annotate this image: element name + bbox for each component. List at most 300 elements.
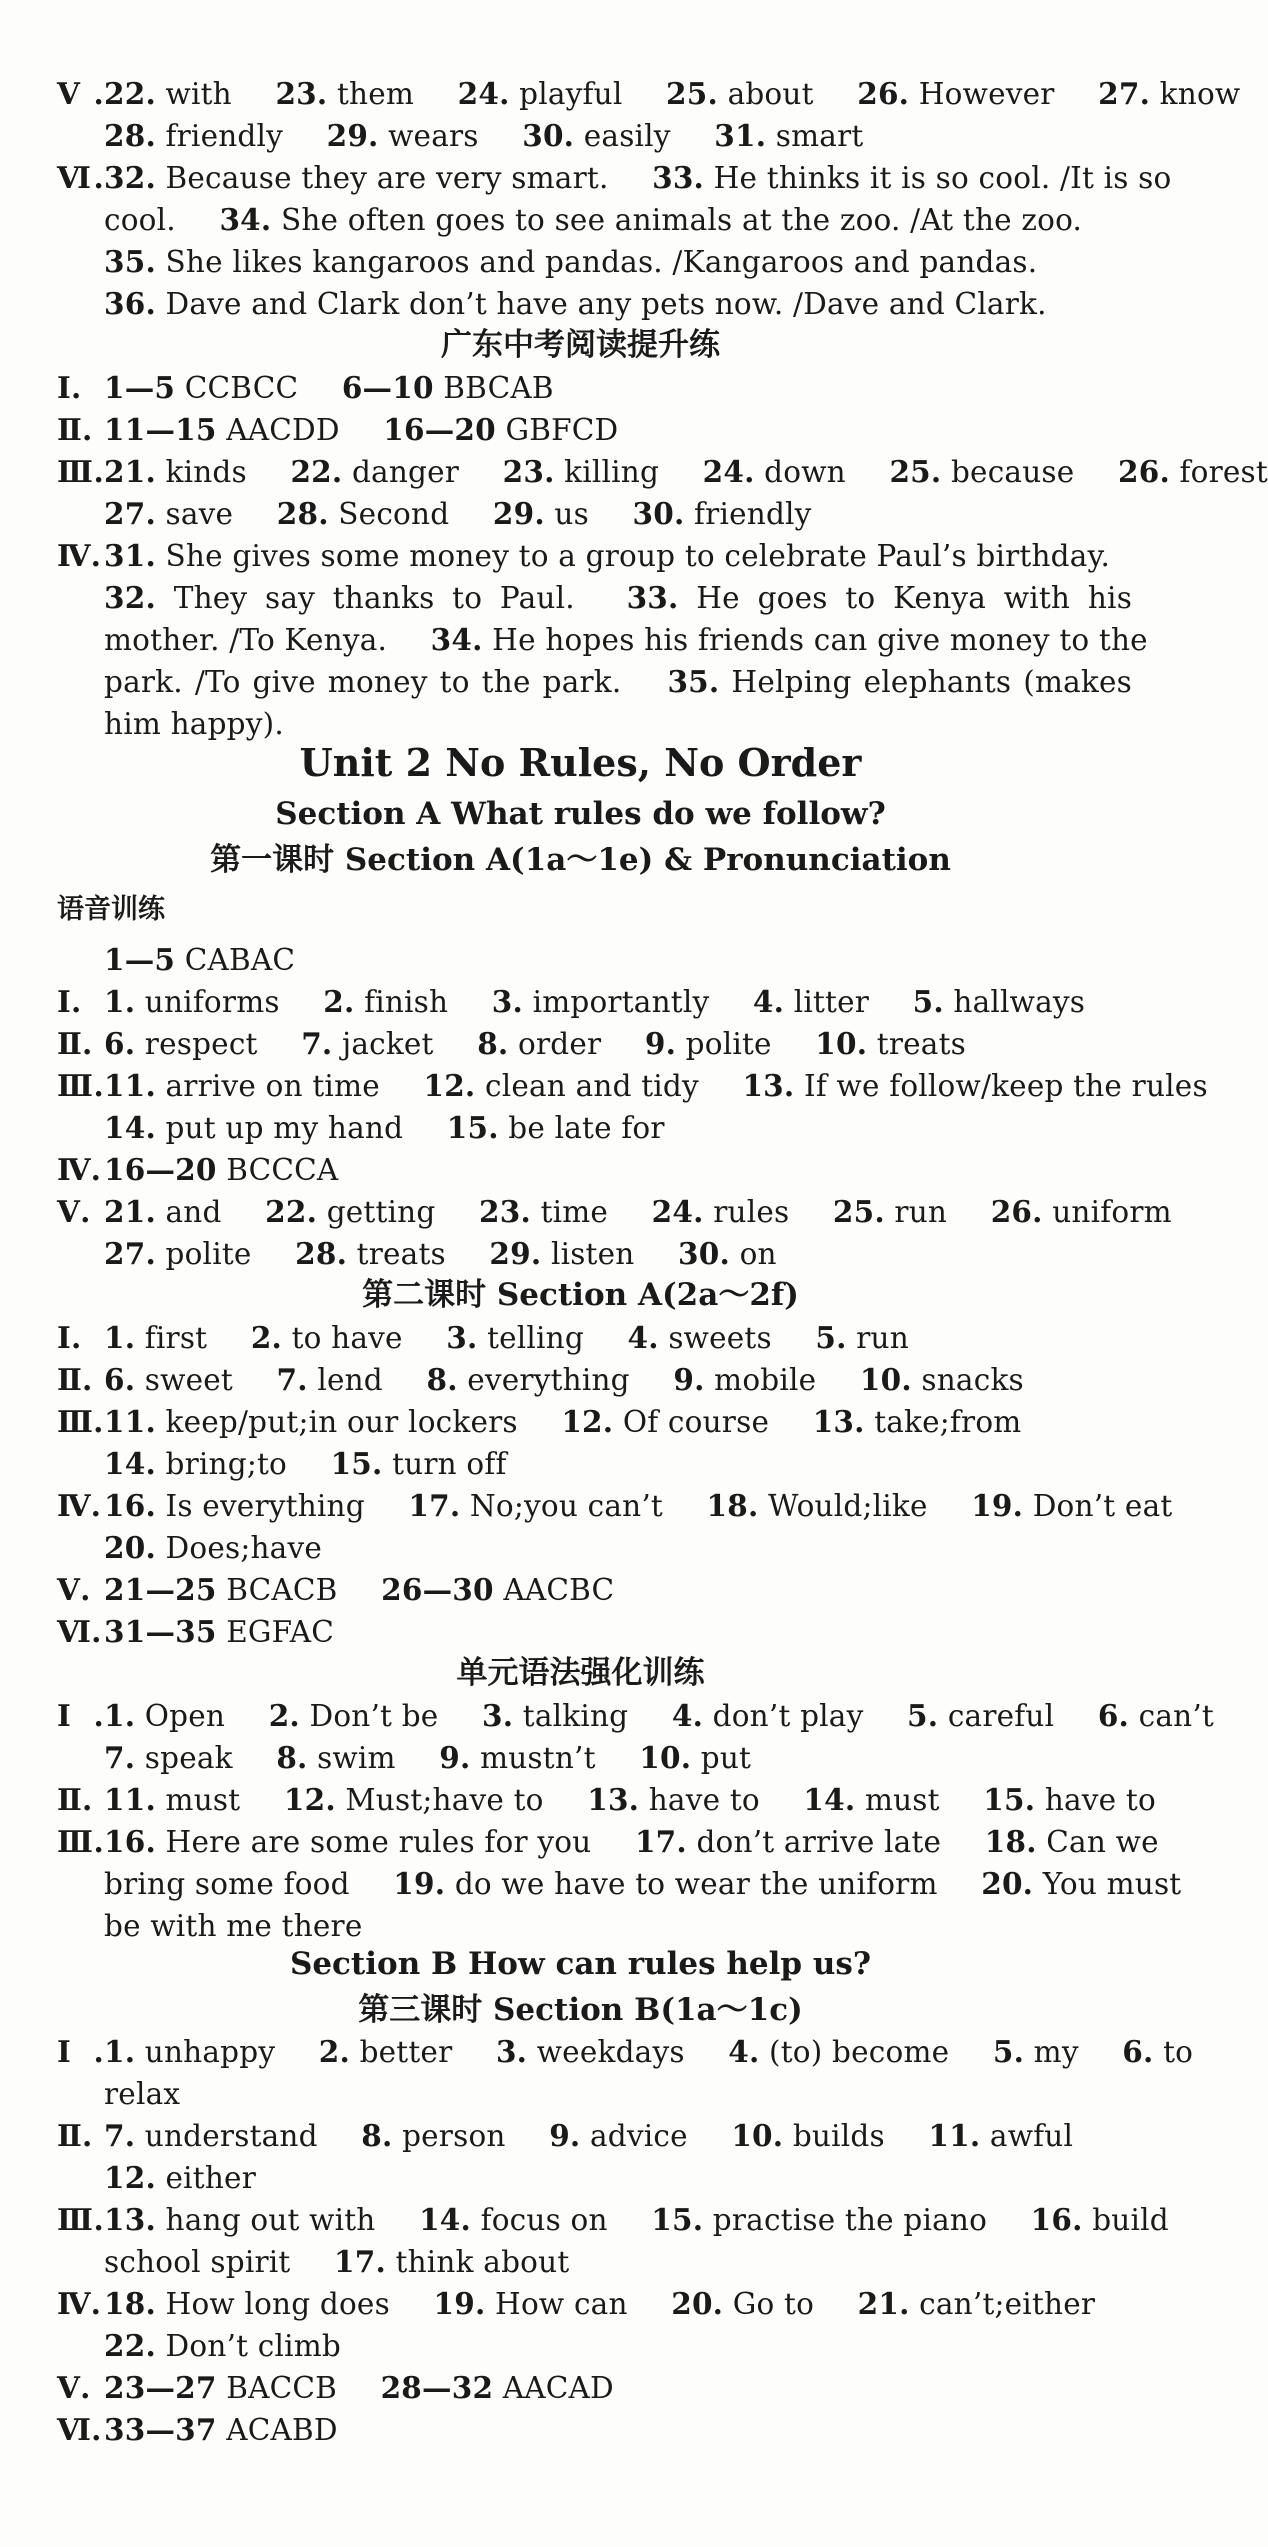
answer-text: BBCAB: [443, 371, 554, 405]
answer-line: [57, 535, 1132, 577]
answer-item: [104, 1195, 222, 1229]
answer-text: friendly: [165, 119, 284, 153]
answer-line: [57, 1695, 1214, 1737]
answer-item: [104, 497, 233, 531]
answer-item: [334, 2245, 569, 2279]
answer-item: [104, 1153, 338, 1187]
question-number: 25.: [666, 76, 718, 111]
answer-text: must: [165, 1783, 241, 1817]
answer-item: [104, 1237, 252, 1271]
answer-text: hallways: [953, 985, 1086, 1019]
exercise-numeral: Ⅱ.: [57, 1362, 93, 1397]
question-number: 16—20: [383, 412, 496, 447]
answer-line: [104, 1443, 1132, 1485]
answer-line: [57, 1779, 1156, 1821]
answer-item: [104, 1615, 334, 1649]
answer-item: [587, 1783, 760, 1817]
answer-line: [57, 1359, 1132, 1401]
answer-text: park. /To give money to the park.: [104, 665, 622, 699]
question-number: 34.: [219, 202, 272, 237]
answer-text: because: [950, 455, 1075, 489]
answer-text: telling: [487, 1321, 584, 1355]
answer-text: don’t play: [712, 1699, 864, 1733]
answer-item: [295, 1237, 446, 1271]
answer-text: save: [165, 497, 234, 531]
question-number: 32.: [104, 580, 156, 615]
answer-item: [889, 455, 1074, 489]
answer-item: [104, 1111, 403, 1145]
question-number: 31—35: [104, 1614, 217, 1649]
answer-item: [104, 1027, 258, 1061]
answer-text: speak: [144, 1741, 233, 1775]
answer-item: [489, 1237, 634, 1271]
answer-item: [673, 1363, 816, 1397]
answer-item: [104, 1825, 591, 1859]
answer-text: Second: [338, 497, 450, 531]
answer-text: BCACB: [226, 1573, 338, 1607]
answer-text: getting: [326, 1195, 436, 1229]
question-number: 11.: [104, 1068, 156, 1103]
answer-item: [479, 1195, 608, 1229]
question-number: 7.: [301, 1026, 333, 1061]
answer-line: [57, 939, 1132, 981]
question-number: 5.: [815, 1320, 847, 1355]
answer-item: [1098, 1699, 1214, 1733]
answer-text: lend: [317, 1363, 383, 1397]
exercise-numeral: Ⅱ.: [57, 1026, 93, 1061]
question-number: 14.: [104, 1110, 156, 1145]
answer-text: awful: [989, 2119, 1074, 2153]
answer-item: [104, 1573, 338, 1607]
answer-text: with: [165, 77, 232, 111]
answer-text: finish: [364, 985, 449, 1019]
question-number: 6.: [1097, 1698, 1130, 1733]
question-number: 25.: [889, 454, 942, 489]
answer-item: [219, 203, 1082, 237]
answer-item: [1122, 2035, 1193, 2069]
answer-text: know: [1159, 77, 1241, 111]
answer-text: Dave and Clark don’t have any pets now. /Dave and Clark.: [165, 287, 1047, 321]
answer-text: CABAC: [184, 943, 296, 977]
answer-text: treats: [356, 1237, 446, 1271]
answer-line: [57, 1485, 1173, 1527]
answer-item: [419, 2203, 608, 2237]
answer-item: [290, 455, 459, 489]
answer-text: playful: [519, 77, 623, 111]
exercise-numeral: Ⅳ.: [57, 1488, 102, 1523]
answer-item: [431, 623, 1148, 657]
answer-item: [707, 1489, 928, 1523]
answer-item: [104, 413, 340, 447]
question-number: 30.: [678, 1236, 730, 1271]
answer-item: [104, 707, 284, 741]
question-number: 20.: [104, 1530, 156, 1565]
answer-text: keep/put;in our lockers: [165, 1405, 518, 1439]
question-number: 1.: [104, 2034, 136, 2069]
answer-item: [104, 1363, 233, 1397]
answer-item: [858, 2287, 1096, 2321]
answer-item: [753, 985, 869, 1019]
answer-item: [913, 985, 1085, 1019]
answer-text: Can we: [1046, 1825, 1159, 1859]
answer-text: order: [517, 1027, 602, 1061]
answer-text: snacks: [921, 1363, 1024, 1397]
answer-text: to: [1163, 2035, 1194, 2069]
answer-line: [57, 157, 1172, 199]
question-number: 1.: [104, 1698, 136, 1733]
answer-line: [57, 2115, 1132, 2157]
answer-text: turn off: [392, 1447, 507, 1481]
question-number: 22.: [104, 2328, 156, 2363]
answer-text: No;you can’t: [469, 1489, 663, 1523]
answer-text: mustn’t: [480, 1741, 596, 1775]
answer-line: [57, 1611, 1132, 1653]
answer-line: [104, 1527, 1132, 1569]
question-number: 21.: [104, 454, 156, 489]
answer-text: BACCB: [226, 2371, 337, 2405]
answer-text: don’t arrive late: [696, 1825, 942, 1859]
answer-item: [361, 2119, 505, 2153]
question-number: 5.: [912, 984, 944, 1019]
exercise-numeral: Ⅰ.: [57, 984, 82, 1019]
answer-line: [104, 2157, 1132, 2199]
answer-text: importantly: [532, 985, 710, 1019]
answer-text: can’t: [1138, 1699, 1214, 1733]
answer-item: [104, 77, 232, 111]
question-number: 29.: [492, 496, 545, 531]
answer-text: Is everything: [165, 1489, 365, 1523]
answer-text: AACAD: [502, 2371, 614, 2405]
question-number: 7.: [104, 1740, 136, 1775]
answer-item: [496, 2035, 685, 2069]
question-number: 20.: [671, 2286, 724, 2321]
question-number: 17.: [334, 2244, 386, 2279]
answer-text: everything: [467, 1363, 630, 1397]
answer-text: on: [739, 1237, 777, 1271]
question-number: 16.: [104, 1824, 156, 1859]
answer-line: [57, 1569, 1132, 1611]
question-number: 4.: [627, 1320, 659, 1355]
answer-item: [104, 1531, 322, 1565]
answer-line: [57, 2283, 1132, 2325]
answer-text: polite: [685, 1027, 772, 1061]
answer-item: [446, 1321, 584, 1355]
answer-line: [57, 409, 1132, 451]
exercise-numeral: Ⅲ.: [57, 1068, 104, 1103]
question-number: 27.: [104, 1236, 156, 1271]
question-number: 24.: [457, 76, 510, 111]
exercise-numeral: Ⅳ.: [57, 1152, 102, 1187]
exercise-numeral: Ⅰ.: [57, 370, 82, 405]
answer-item: [857, 77, 1054, 111]
answer-item: [104, 2161, 256, 2195]
question-number: 12.: [423, 1068, 476, 1103]
answer-text: sweet: [144, 1363, 233, 1397]
answer-text: If we follow/keep the rules: [803, 1069, 1208, 1103]
question-number: 5.: [992, 2034, 1025, 2069]
answer-line: [104, 1863, 1182, 1905]
answer-item: [104, 2245, 290, 2279]
question-number: 16.: [104, 1488, 156, 1523]
answer-text: respect: [144, 1027, 258, 1061]
answer-item: [439, 1741, 595, 1775]
question-number: 22.: [265, 1194, 318, 1229]
answer-item: [833, 1195, 947, 1229]
answer-text: She likes kangaroos and pandas. /Kangaroos and pandas.: [165, 245, 1038, 279]
answer-item: [104, 2329, 341, 2363]
answer-item: [803, 1783, 939, 1817]
answer-text: and: [165, 1195, 222, 1229]
answer-item: [104, 623, 387, 657]
question-number: 1—5: [104, 370, 176, 405]
question-number: 16.: [1030, 2202, 1083, 2237]
answer-item: [104, 2287, 390, 2321]
answer-text: weekdays: [536, 2035, 685, 2069]
answer-text: How can: [495, 2287, 628, 2321]
answer-item: [323, 985, 448, 1019]
answer-item: [928, 2119, 1073, 2153]
answer-text: killing: [564, 455, 660, 489]
answer-item: [639, 1741, 751, 1775]
answer-item: [426, 1363, 629, 1397]
answer-item: [549, 2119, 688, 2153]
answer-item: [277, 1363, 383, 1397]
answer-item: [104, 1447, 287, 1481]
answer-line: [104, 241, 1132, 283]
question-number: 21—25: [104, 1572, 217, 1607]
question-number: 31.: [104, 538, 156, 573]
question-number: 13.: [742, 1068, 795, 1103]
question-number: 15.: [330, 1446, 383, 1481]
question-number: 11.: [104, 1782, 156, 1817]
answer-text: uniform: [1052, 1195, 1172, 1229]
answer-text: uniforms: [144, 985, 280, 1019]
question-number: 18.: [104, 2286, 156, 2321]
answer-text: practise the piano: [712, 2203, 988, 2237]
answer-item: [458, 77, 623, 111]
answer-text: either: [165, 2161, 257, 2195]
answer-item: [275, 77, 414, 111]
answer-text: sweets: [668, 1321, 772, 1355]
answer-text: time: [540, 1195, 609, 1229]
answer-line: [104, 619, 1148, 661]
answer-line: [57, 981, 1132, 1023]
question-number: 6.: [1122, 2034, 1154, 2069]
answer-item: [104, 161, 609, 195]
answer-line: [57, 1191, 1172, 1233]
question-number: 10.: [731, 2118, 784, 2153]
answer-item: [104, 287, 1047, 321]
exercise-numeral: Ⅴ.: [57, 1194, 91, 1229]
answer-item: [728, 2035, 949, 2069]
answer-text: hang out with: [165, 2203, 376, 2237]
answer-text: Here are some rules for you: [165, 1825, 592, 1859]
answer-item: [383, 413, 618, 447]
answer-line: [57, 73, 1241, 115]
answer-text: However: [918, 77, 1055, 111]
answer-item: [104, 539, 1110, 573]
question-number: 28.: [295, 1236, 348, 1271]
question-number: 9.: [644, 1026, 677, 1061]
answer-item: [522, 119, 670, 153]
answer-text: talking: [522, 1699, 629, 1733]
answer-line: [104, 493, 1132, 535]
answer-item: [276, 1741, 395, 1775]
answer-text: to have: [291, 1321, 403, 1355]
answer-text: How long does: [165, 2287, 390, 2321]
question-number: 29.: [326, 118, 379, 153]
question-number: 10.: [639, 1740, 692, 1775]
answer-text: have to: [1044, 1783, 1156, 1817]
question-number: 14.: [803, 1782, 856, 1817]
answer-text: school spirit: [104, 2245, 291, 2279]
answer-text: person: [402, 2119, 506, 2153]
answer-item: [342, 371, 554, 405]
question-number: 1.: [104, 1320, 136, 1355]
answer-text: Helping elephants (makes: [731, 665, 1133, 699]
answer-line: [104, 2241, 1132, 2283]
answer-text: them: [336, 77, 415, 111]
exercise-numeral: Ⅳ.: [57, 538, 102, 573]
answer-text: arrive on time: [165, 1069, 380, 1103]
question-number: 31.: [714, 118, 767, 153]
exercise-numeral: Ⅴ.: [57, 2370, 91, 2405]
answer-item: [104, 1741, 233, 1775]
question-number: 7.: [276, 1362, 308, 1397]
answer-item: [993, 2035, 1079, 2069]
answer-text: put: [700, 1741, 752, 1775]
exercise-numeral: Ⅳ.: [57, 2286, 102, 2321]
question-number: 7.: [104, 2118, 136, 2153]
answer-item: [503, 455, 659, 489]
answer-text: treats: [876, 1027, 966, 1061]
question-number: 26—30: [381, 1572, 494, 1607]
answer-item: [813, 1405, 1022, 1439]
question-number: 2.: [268, 1698, 300, 1733]
answer-text: have to: [648, 1783, 760, 1817]
answer-text: forest: [1179, 455, 1268, 489]
answer-item: [627, 581, 1132, 615]
answer-line: [57, 1065, 1208, 1107]
exercise-numeral: Ⅴ.: [57, 76, 104, 111]
answer-text: first: [144, 1321, 208, 1355]
answer-item: [981, 1867, 1181, 1901]
question-number: 28.: [104, 118, 156, 153]
answer-text: Must;have to: [345, 1783, 544, 1817]
answer-item: [393, 1867, 937, 1901]
answer-text: Does;have: [165, 1531, 322, 1565]
answer-text: unhappy: [144, 2035, 276, 2069]
question-number: 34.: [430, 622, 483, 657]
answer-item: [447, 1111, 665, 1145]
answer-item: [277, 497, 450, 531]
pronunciation-training-label: 语音训练: [57, 894, 165, 925]
question-number: 23.: [502, 454, 555, 489]
answer-item: [672, 1699, 864, 1733]
answer-text: swim: [317, 1741, 396, 1775]
answer-line: [57, 451, 1268, 493]
answer-text: wears: [388, 119, 479, 153]
answer-text: be late for: [508, 1111, 665, 1145]
answer-line: [57, 1401, 1132, 1443]
answer-line: [104, 1737, 1132, 1779]
answer-item: [104, 665, 621, 699]
exercise-numeral: Ⅵ.: [57, 160, 104, 195]
question-number: 4.: [728, 2034, 760, 2069]
answer-item: [492, 985, 710, 1019]
answer-item: [104, 203, 176, 237]
question-number: 26.: [857, 76, 910, 111]
answer-text: put up my hand: [165, 1111, 404, 1145]
answer-item: [652, 161, 1171, 195]
answer-item: [104, 455, 247, 489]
answer-text: bring;to: [165, 1447, 287, 1481]
answer-item: [104, 581, 575, 615]
answer-item: [104, 1405, 518, 1439]
question-number: 30.: [522, 118, 575, 153]
lesson-2-heading: 第二课时 Section A(2a～2f): [362, 1277, 799, 1313]
section-a-title: Section A What rules do we follow?: [275, 796, 886, 832]
answer-text: friendly: [694, 497, 812, 531]
answer-item: [104, 1867, 350, 1901]
answer-line: [104, 1905, 1132, 1947]
answer-item: [104, 943, 295, 977]
answer-text: can’t;either: [919, 2287, 1096, 2321]
unit-title: Unit 2 No Rules, No Order: [299, 740, 862, 785]
answer-text: focus on: [480, 2203, 608, 2237]
answer-item: [423, 1069, 698, 1103]
exercise-numeral: Ⅵ.: [57, 2412, 102, 2447]
question-number: 14.: [419, 2202, 472, 2237]
answer-text: Open: [144, 1699, 226, 1733]
answer-item: [269, 1699, 439, 1733]
answer-item: [104, 2119, 318, 2153]
question-number: 8.: [361, 2118, 393, 2153]
answer-text: do we have to wear the uniform: [454, 1867, 938, 1901]
answer-item: [482, 1699, 628, 1733]
answer-item: [652, 1195, 790, 1229]
answer-text: listen: [550, 1237, 635, 1271]
answer-item: [408, 1489, 663, 1523]
exercise-numeral: Ⅱ.: [57, 412, 93, 447]
answer-text: BCCCA: [226, 1153, 339, 1187]
answer-text: bring some food: [104, 1867, 350, 1901]
question-number: 33.: [626, 580, 679, 615]
question-number: 5.: [907, 1698, 939, 1733]
answer-text: He thinks it is so cool. /It is so: [713, 161, 1172, 195]
answer-item: [331, 1447, 507, 1481]
question-number: 11.: [928, 2118, 981, 2153]
answer-item: [327, 119, 479, 153]
question-number: 11—15: [104, 412, 217, 447]
question-number: 24.: [702, 454, 755, 489]
answer-text: relax: [104, 2077, 181, 2111]
answer-item: [628, 1321, 772, 1355]
answer-line: [104, 115, 1132, 157]
answer-item: [645, 1027, 772, 1061]
question-number: 33.: [652, 160, 705, 195]
answer-item: [561, 1405, 769, 1439]
answer-item: [104, 119, 283, 153]
answer-text: Because they are very smart.: [165, 161, 609, 195]
answer-item: [104, 371, 298, 405]
answer-item: [319, 2035, 453, 2069]
answer-text: Would;like: [768, 1489, 928, 1523]
answer-line: [104, 703, 1132, 745]
answer-line: [104, 2325, 1132, 2367]
answer-text: polite: [165, 1237, 252, 1271]
answer-text: easily: [583, 119, 671, 153]
